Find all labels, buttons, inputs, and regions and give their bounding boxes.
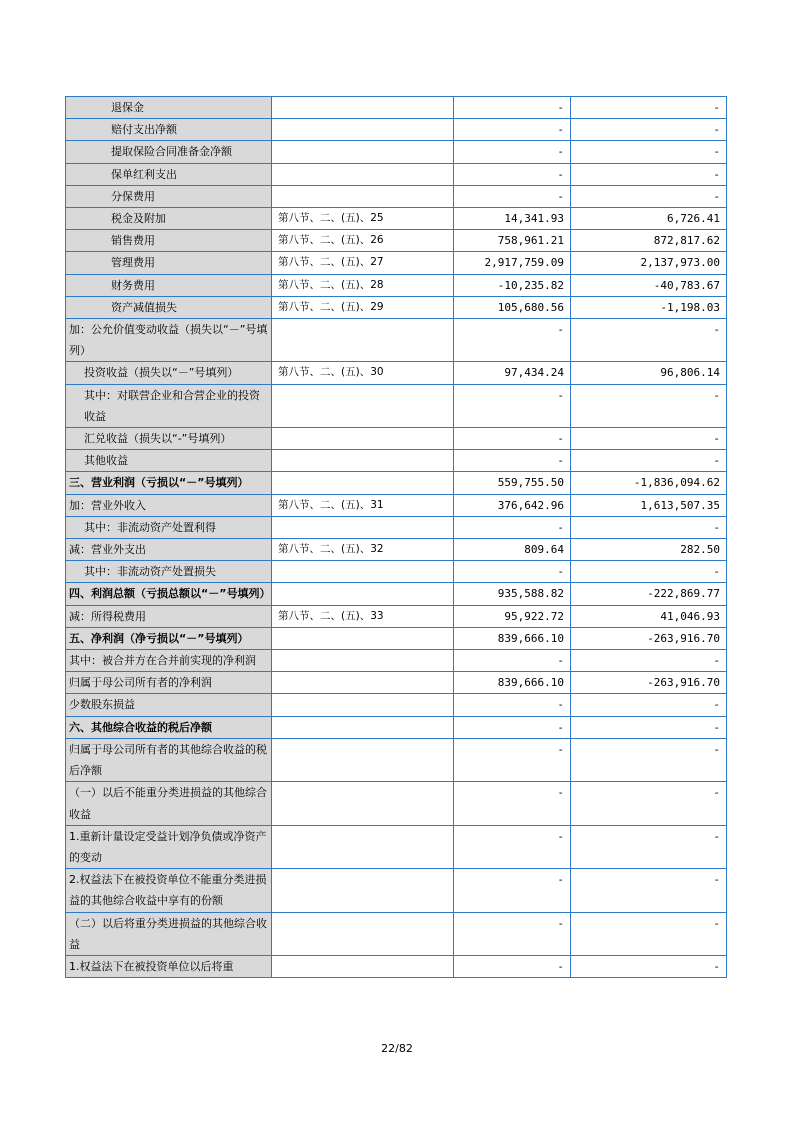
row-current-amount: -10,235.82	[454, 274, 571, 296]
row-current-amount: -	[454, 912, 571, 955]
table-row	[66, 516, 727, 538]
row-prior-amount: 1,613,507.35	[571, 494, 727, 516]
table-row	[66, 450, 727, 472]
row-note	[272, 428, 454, 450]
row-current-amount: -	[454, 450, 571, 472]
row-prior-amount: 41,046.93	[571, 605, 727, 627]
row-current-amount: 105,680.56	[454, 296, 571, 318]
row-current-amount: -	[454, 97, 571, 119]
row-current-amount: 95,922.72	[454, 605, 571, 627]
row-current-amount: 935,588.82	[454, 583, 571, 605]
row-label: 加：公允价值变动收益（损失以“－”号填列）	[66, 319, 272, 362]
row-current-amount: -	[454, 428, 571, 450]
row-current-amount: -	[454, 141, 571, 163]
table-row	[66, 716, 727, 738]
row-label: 资产减值损失	[66, 296, 272, 318]
row-label: 其中：对联营企业和合营企业的投资收益	[66, 384, 272, 427]
row-prior-amount: -263,916.70	[571, 627, 727, 649]
row-note	[272, 912, 454, 955]
table-row	[66, 185, 727, 207]
row-label: 五、净利润（净亏损以“－”号填列）	[66, 627, 272, 649]
row-label: 1.权益法下在被投资单位以后将重	[66, 955, 272, 977]
row-label: 三、营业利润（亏损以“－”号填列）	[66, 472, 272, 494]
row-label: 其中：被合并方在合并前实现的净利润	[66, 650, 272, 672]
row-note	[272, 319, 454, 362]
row-prior-amount: -222,869.77	[571, 583, 727, 605]
row-note	[272, 384, 454, 427]
row-label: 销售费用	[66, 230, 272, 252]
table-row	[66, 912, 727, 955]
row-current-amount: -	[454, 119, 571, 141]
table-row	[66, 672, 727, 694]
row-note	[272, 782, 454, 825]
table-row	[66, 539, 727, 561]
row-prior-amount: -	[571, 119, 727, 141]
row-prior-amount: -	[571, 782, 727, 825]
table-row	[66, 97, 727, 119]
row-note	[272, 650, 454, 672]
row-note	[272, 583, 454, 605]
row-label: （一）以后不能重分类进损益的其他综合收益	[66, 782, 272, 825]
table-row	[66, 561, 727, 583]
row-note	[272, 516, 454, 538]
row-prior-amount: -	[571, 141, 727, 163]
row-prior-amount: 6,726.41	[571, 208, 727, 230]
row-current-amount: 839,666.10	[454, 672, 571, 694]
row-label: 汇兑收益（损失以“-”号填列）	[66, 428, 272, 450]
row-current-amount: -	[454, 716, 571, 738]
row-note	[272, 185, 454, 207]
row-prior-amount: -1,836,094.62	[571, 472, 727, 494]
row-note	[272, 472, 454, 494]
table-row	[66, 955, 727, 977]
table-row	[66, 650, 727, 672]
row-current-amount: -	[454, 825, 571, 868]
table-row	[66, 494, 727, 516]
row-note	[272, 163, 454, 185]
table-row	[66, 119, 727, 141]
row-current-amount: -	[454, 384, 571, 427]
row-note: 第八节、二、(五)、30	[272, 362, 454, 384]
row-current-amount: -	[454, 650, 571, 672]
row-note	[272, 738, 454, 781]
row-current-amount: -	[454, 561, 571, 583]
row-note: 第八节、二、(五)、25	[272, 208, 454, 230]
row-current-amount: -	[454, 319, 571, 362]
row-current-amount: -	[454, 694, 571, 716]
row-note	[272, 141, 454, 163]
row-prior-amount: -	[571, 450, 727, 472]
row-prior-amount: -263,916.70	[571, 672, 727, 694]
row-prior-amount: -	[571, 650, 727, 672]
row-current-amount: -	[454, 738, 571, 781]
table-row	[66, 274, 727, 296]
row-note	[272, 955, 454, 977]
table-row	[66, 825, 727, 868]
row-label: 1.重新计量设定受益计划净负债或净资产的变动	[66, 825, 272, 868]
row-prior-amount: -	[571, 955, 727, 977]
row-label: 加：营业外收入	[66, 494, 272, 516]
row-label: 减：所得税费用	[66, 605, 272, 627]
table-row	[66, 141, 727, 163]
row-current-amount: -	[454, 955, 571, 977]
row-label: 赔付支出净额	[66, 119, 272, 141]
row-note: 第八节、二、(五)、32	[272, 539, 454, 561]
table-row	[66, 694, 727, 716]
row-prior-amount: -40,783.67	[571, 274, 727, 296]
row-current-amount: -	[454, 782, 571, 825]
row-label: 退保金	[66, 97, 272, 119]
row-prior-amount: 872,817.62	[571, 230, 727, 252]
row-current-amount: 758,961.21	[454, 230, 571, 252]
row-note: 第八节、二、(五)、27	[272, 252, 454, 274]
row-prior-amount: -	[571, 694, 727, 716]
row-note	[272, 694, 454, 716]
row-prior-amount: -	[571, 428, 727, 450]
row-prior-amount: -	[571, 716, 727, 738]
table-row	[66, 869, 727, 912]
row-current-amount: -	[454, 516, 571, 538]
row-current-amount: -	[454, 163, 571, 185]
row-note	[272, 561, 454, 583]
table-row	[66, 230, 727, 252]
row-label: 投资收益（损失以“－”号填列）	[66, 362, 272, 384]
row-note: 第八节、二、(五)、33	[272, 605, 454, 627]
row-prior-amount: -	[571, 561, 727, 583]
row-label: 减：营业外支出	[66, 539, 272, 561]
row-note	[272, 672, 454, 694]
income-statement-body	[66, 97, 727, 978]
row-label: 分保费用	[66, 185, 272, 207]
table-row	[66, 319, 727, 362]
row-current-amount: 376,642.96	[454, 494, 571, 516]
row-note	[272, 716, 454, 738]
table-row	[66, 428, 727, 450]
table-row	[66, 208, 727, 230]
row-label: 归属于母公司所有者的净利润	[66, 672, 272, 694]
row-current-amount: 839,666.10	[454, 627, 571, 649]
table-row	[66, 738, 727, 781]
row-current-amount: 2,917,759.09	[454, 252, 571, 274]
row-prior-amount: -	[571, 163, 727, 185]
page-number: 22/82	[381, 1042, 413, 1055]
row-label: 提取保险合同准备金净额	[66, 141, 272, 163]
table-row	[66, 583, 727, 605]
row-current-amount: 809.64	[454, 539, 571, 561]
table-row	[66, 384, 727, 427]
row-prior-amount: 282.50	[571, 539, 727, 561]
row-label: 少数股东损益	[66, 694, 272, 716]
table-row	[66, 605, 727, 627]
income-statement-table	[65, 96, 727, 978]
row-label: 六、其他综合收益的税后净额	[66, 716, 272, 738]
row-note	[272, 869, 454, 912]
row-label: 其他收益	[66, 450, 272, 472]
row-label: 保单红利支出	[66, 163, 272, 185]
row-prior-amount: -	[571, 869, 727, 912]
table-row	[66, 252, 727, 274]
row-label: 管理费用	[66, 252, 272, 274]
row-note: 第八节、二、(五)、31	[272, 494, 454, 516]
row-prior-amount: -	[571, 319, 727, 362]
table-row	[66, 782, 727, 825]
row-prior-amount: -	[571, 185, 727, 207]
row-current-amount: -	[454, 869, 571, 912]
row-label: 财务费用	[66, 274, 272, 296]
row-current-amount: 14,341.93	[454, 208, 571, 230]
row-label: 其中：非流动资产处置利得	[66, 516, 272, 538]
row-prior-amount: -	[571, 825, 727, 868]
row-label: 其中：非流动资产处置损失	[66, 561, 272, 583]
row-note	[272, 825, 454, 868]
table-row	[66, 362, 727, 384]
table-row	[66, 163, 727, 185]
row-note	[272, 119, 454, 141]
table-row	[66, 296, 727, 318]
row-prior-amount: 2,137,973.00	[571, 252, 727, 274]
row-label: 归属于母公司所有者的其他综合收益的税后净额	[66, 738, 272, 781]
row-current-amount: -	[454, 185, 571, 207]
row-prior-amount: -	[571, 384, 727, 427]
row-prior-amount: 96,806.14	[571, 362, 727, 384]
row-prior-amount: -	[571, 912, 727, 955]
table-row	[66, 627, 727, 649]
row-note	[272, 97, 454, 119]
row-note	[272, 627, 454, 649]
row-label: （二）以后将重分类进损益的其他综合收益	[66, 912, 272, 955]
row-label: 税金及附加	[66, 208, 272, 230]
table-row	[66, 472, 727, 494]
row-label: 2.权益法下在被投资单位不能重分类进损益的其他综合收益中享有的份额	[66, 869, 272, 912]
row-prior-amount: -	[571, 738, 727, 781]
row-prior-amount: -	[571, 516, 727, 538]
row-label: 四、利润总额（亏损总额以“－”号填列）	[66, 583, 272, 605]
row-note: 第八节、二、(五)、28	[272, 274, 454, 296]
row-prior-amount: -1,198.03	[571, 296, 727, 318]
row-note: 第八节、二、(五)、26	[272, 230, 454, 252]
row-current-amount: 559,755.50	[454, 472, 571, 494]
row-note	[272, 450, 454, 472]
row-prior-amount: -	[571, 97, 727, 119]
row-note: 第八节、二、(五)、29	[272, 296, 454, 318]
row-current-amount: 97,434.24	[454, 362, 571, 384]
